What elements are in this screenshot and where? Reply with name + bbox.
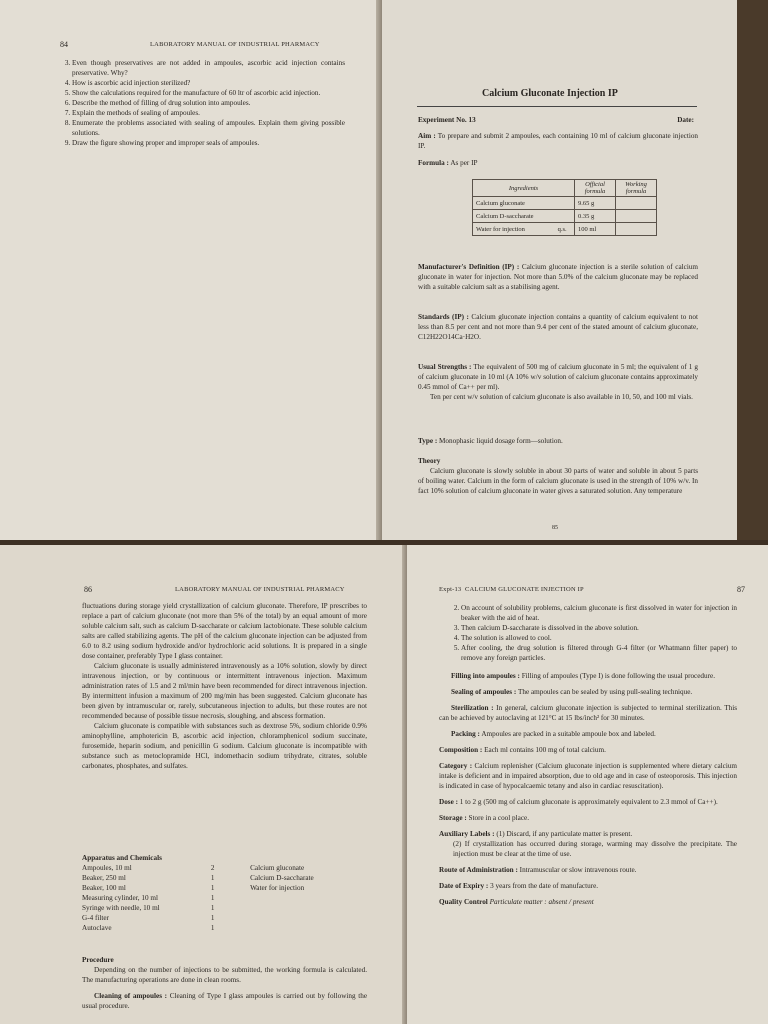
aim-text: To prepare and submit 2 ampoules, each containing 10 ml of calcium gluconate injection IP.	[418, 132, 699, 150]
sealing-label: Sealing of ampoules :	[451, 688, 517, 696]
table-cell	[555, 210, 575, 223]
paragraph: Calcium gluconate is compatible with substances such as dextrose 5%, sodium chloride 0.9% aminophylline, amphotericin B, ascorbic acid injection, chloramphenicol sodium succinate, furosemide, heparin sodium, and penicillin G sodium. Calcium gluconate is incompatible with substance such as metoclopramide HCl, indomethacin sodium trihydrate, citrates, soluble carbonates, phosphates, and sulfates.	[82, 722, 367, 770]
header-title: CALCIUM GLUCONATE INJECTION IP	[465, 586, 584, 593]
table-header: Working formula	[616, 180, 657, 197]
table-cell: Water for injection	[473, 223, 555, 236]
table-row	[473, 210, 657, 223]
apparatus-qty: 1	[210, 874, 215, 882]
sealing-text: The ampoules can be sealed by using pull-sealing technique.	[517, 688, 693, 696]
formula-line	[418, 158, 698, 168]
type-label: Type :	[418, 437, 438, 445]
chemicals-list	[250, 863, 367, 933]
running-header	[439, 586, 584, 593]
cleaning-text: Cleaning of Type I glass ampoules is carried out by following the usual procedure.	[82, 992, 368, 1010]
strengths-section	[418, 362, 698, 402]
composition-label: Composition :	[439, 746, 483, 754]
procedure-step: 2. On account of solubility problems, calcium gluconate is first dissolved in water for injection in beaker with the aid of heat.	[461, 603, 737, 623]
cleaning-label: Cleaning of ampoules :	[94, 992, 168, 1000]
apparatus-item: Beaker, 250 ml	[82, 874, 126, 882]
expiry-text: 3 years from the date of manufacture.	[490, 882, 599, 890]
page-84	[0, 0, 382, 540]
filling-text: Filling of ampoules (Type I) is done following the usual procedure.	[521, 672, 716, 680]
strengths-text: The equivalent of 500 mg of calcium gluconate in 5 ml; the equivalent of 1 g of calcium gluconate in 10 ml (A 10% w/v solution of calcium gluconate contains approximately 0.45 mmol of Ca++ per ml).	[418, 363, 699, 391]
apparatus-item: Ampoules, 10 ml	[82, 864, 132, 872]
procedure-step: 3. Then calcium D-saccharate is dissolved in the above solution.	[461, 623, 737, 633]
question-item: 7. Explain the methods of sealing of ampoules.	[72, 108, 345, 118]
type-section	[418, 436, 698, 446]
apparatus-item: Autoclave	[82, 924, 112, 932]
standards-text: Calcium gluconate injection contains a quantity of calcium equivalent to not less than 8.5 per cent and not more than 9.4 per cent of the stated amount of calcium gluconate, C12H22O14Ca·H2O.	[418, 313, 698, 341]
procedure-heading: Procedure	[82, 956, 114, 964]
question-item: 5. Show the calculations required for the manufacture of 60 ltr of ascorbic acid injection.	[72, 88, 345, 98]
table-row	[473, 197, 657, 210]
quality-control-text: Particulate matter : absent / present	[489, 898, 594, 906]
apparatus-qty: 1	[210, 904, 215, 912]
apparatus-heading: Apparatus and Chemicals	[82, 854, 162, 862]
route-text: Intramuscular or slow intravenous route.	[519, 866, 637, 874]
auxiliary-label: Auxiliary Labels :	[439, 830, 495, 838]
category-text: Calcium replenisher (Calcium gluconate injection is supplemented where dietary calcium intake is deficient and in impaired absorption, due to old age and in case of osteoporosis. This injection is indicated in case of hypocalcaemic tetany and also in cardiac resuscitation).	[439, 762, 738, 790]
apparatus-list	[82, 863, 201, 933]
questions-list	[60, 58, 345, 148]
title-rule	[417, 106, 697, 107]
question-item: 9. Draw the figure showing proper and improper seals of ampoules.	[72, 138, 345, 148]
question-item: 6. Describe the method of filling of drug solution into ampoules.	[72, 98, 345, 108]
composition-text: Each ml contains 100 mg of total calcium.	[484, 746, 606, 754]
apparatus-item: Beaker, 100 ml	[82, 884, 126, 892]
table-cell: 0.35 g	[575, 210, 616, 223]
page-title: Calcium Gluconate Injection IP	[482, 88, 618, 99]
definition-text: Calcium gluconate injection is a sterile solution of calcium gluconate in water for injection. Not more than 5.0% of the calcium gluconate may be replaced with a suitable calcium salt as a stabilising agent.	[418, 263, 699, 291]
type-text: Monophasic liquid dosage form—solution.	[439, 437, 563, 445]
strengths-note: Ten per cent w/v solution of calcium gluconate is also available in 10, 50, and 100 ml vials.	[430, 393, 693, 401]
table-cell	[616, 223, 657, 236]
formula-text: As per IP	[450, 159, 478, 167]
page-number: 85	[552, 525, 558, 531]
steps-section	[447, 603, 737, 663]
filling-label: Filling into ampoules :	[451, 672, 520, 680]
table-cell	[616, 197, 657, 210]
table-cell	[555, 197, 575, 210]
table-cell	[616, 210, 657, 223]
page-number: 86	[84, 585, 92, 594]
apparatus-item: Measuring cylinder, 10 ml	[82, 894, 158, 902]
dose-text: 1 to 2 g (500 mg of calcium gluconate is approximately equivalent to 2.3 mmol of Ca++).	[459, 798, 718, 806]
question-item: 8. Enumerate the problems associated with sealing of ampoules. Explain them giving possible solutions.	[72, 118, 345, 138]
storage-text: Store in a cool place.	[468, 814, 530, 822]
formula-table	[472, 179, 657, 236]
running-header: LABORATORY MANUAL OF INDUSTRIAL PHARMACY	[175, 586, 345, 593]
procedure-section	[82, 955, 367, 1011]
chemical-item: Calcium D-saccharate	[250, 874, 314, 882]
sterilization-label: Sterilization :	[451, 704, 494, 712]
theory-section	[418, 456, 698, 496]
chemical-item: Calcium gluconate	[250, 864, 305, 872]
table-cell: q.s.	[555, 223, 575, 236]
page-85	[382, 0, 737, 540]
running-header: LABORATORY MANUAL OF INDUSTRIAL PHARMACY	[150, 41, 320, 48]
aim-label: Aim :	[418, 132, 436, 140]
apparatus-item: Syringe with needle, 10 ml	[82, 904, 160, 912]
table-cell: Calcium D-saccharate	[473, 210, 555, 223]
packing-text: Ampoules are packed in a suitable ampoule box and labeled.	[481, 730, 656, 738]
standards-label: Standards (IP) :	[418, 313, 469, 321]
experiment-number: Experiment No. 13	[418, 116, 476, 124]
sterilization-text: In general, calcium gluconate injection is subjected to terminal sterilization. This can be achieved by autoclaving at 121°C at 15 lbs/inch² for 30 minutes.	[439, 704, 738, 722]
paragraph: fluctuations during storage yield crystallization of calcium gluconate. Therefore, IP prescribes to replace a part of calcium gluconate (not more than 5% of the total) by an equal amount of more soluble calcium salt, such as calcium D-saccharate or calcium lactobionate. These soluble calcium salts are called stabilizing agents. The pH of the calcium gluconate injection can be adjusted from 6.0 to 8.2 using sodium hydroxide and/or hydrochloric acid solutions. It is prepared in a single dose container, preferably Type I glass container.	[82, 602, 367, 660]
table-cell: 9.65 g	[575, 197, 616, 210]
procedure-step: 5. After cooling, the drug solution is filtered through G-4 filter (or Whatmann filter paper) to remove any foreign particles.	[461, 643, 737, 663]
apparatus-qty: 2	[210, 864, 215, 872]
process-section	[439, 671, 737, 907]
dose-label: Dose :	[439, 798, 458, 806]
table-header-row	[473, 180, 657, 197]
table-cell: Calcium gluconate	[473, 197, 555, 210]
auxiliary-text-2: (2) If crystallization has occurred during storage, warming may dissolve the precipitate. The injection must be clear at the time of use.	[453, 840, 737, 858]
definition-section	[418, 262, 698, 292]
procedure-step: 4. The solution is allowed to cool.	[461, 633, 737, 643]
question-item: 4. How is ascorbic acid injection sterilized?	[72, 78, 345, 88]
expiry-label: Date of Expiry :	[439, 882, 489, 890]
date-label: Date:	[677, 116, 694, 124]
category-label: Category :	[439, 762, 473, 770]
theory-text: Calcium gluconate is slowly soluble in about 30 parts of water and soluble in about 5 parts of boiling water. Calcium in the form of calcium gluconate is used in the strength of 10% w/v. In fact 10% solution of calcium gluconate in water gives a saturated solution. Any temperature	[418, 467, 698, 495]
body-text	[82, 601, 367, 771]
procedure-text: Depending on the number of injections to be submitted, the working formula is calculated. The manufacturing operations are done in clean rooms.	[82, 966, 367, 984]
paragraph: Calcium gluconate is usually administered intravenously as a 10% solution, slowly by direct intravenous injection, or by continuous or intermittent intravenous injection. Maximum administration rates of 1.5 and 2 ml/min have been recommended for direct intravenous injection. By intermittent infusion a maximum of 200 mg/min has been suggested. Calcium gluconate has been given by intramuscular or, rarely, subcutaneous injection to adults, but these routes are not recommended because of possible tissue necrosis, sloughing, and abscess formation.	[82, 662, 367, 720]
apparatus-item: G-4 filter	[82, 914, 109, 922]
page-87	[407, 545, 768, 1024]
formula-label: Formula :	[418, 159, 449, 167]
experiment-line	[418, 115, 698, 125]
table-header: Official formula	[575, 180, 616, 197]
question-item: 3. Even though preservatives are not added in ampoules, ascorbic acid injection contains preservative. Why?	[72, 58, 345, 78]
auxiliary-text-1: (1) Discard, if any particulate matter is present.	[496, 830, 633, 838]
strengths-label: Usual Strengths :	[418, 363, 472, 371]
background-edge	[737, 0, 768, 540]
table-row	[473, 223, 657, 236]
chemical-item: Water for injection	[250, 884, 305, 892]
apparatus-qty: 1	[210, 894, 215, 902]
apparatus-qty: 1	[210, 914, 215, 922]
standards-section	[418, 312, 698, 342]
definition-label: Manufacturer's Definition (IP) :	[418, 263, 520, 271]
apparatus-quantities	[211, 863, 240, 933]
header-expt: Expt-13	[439, 586, 462, 593]
page-number: 87	[737, 585, 745, 594]
theory-heading: Theory	[418, 457, 441, 465]
apparatus-qty: 1	[210, 924, 215, 932]
apparatus-section	[82, 853, 367, 933]
table-cell: 100 ml	[575, 223, 616, 236]
route-label: Route of Administration :	[439, 866, 518, 874]
table-header: Ingredients	[473, 180, 575, 197]
quality-control-label: Quality Control	[439, 898, 488, 906]
storage-label: Storage :	[439, 814, 467, 822]
page-number: 84	[60, 40, 68, 49]
packing-label: Packing :	[451, 730, 480, 738]
page-86	[0, 545, 407, 1024]
aim-section	[418, 131, 698, 151]
apparatus-qty: 1	[210, 884, 215, 892]
